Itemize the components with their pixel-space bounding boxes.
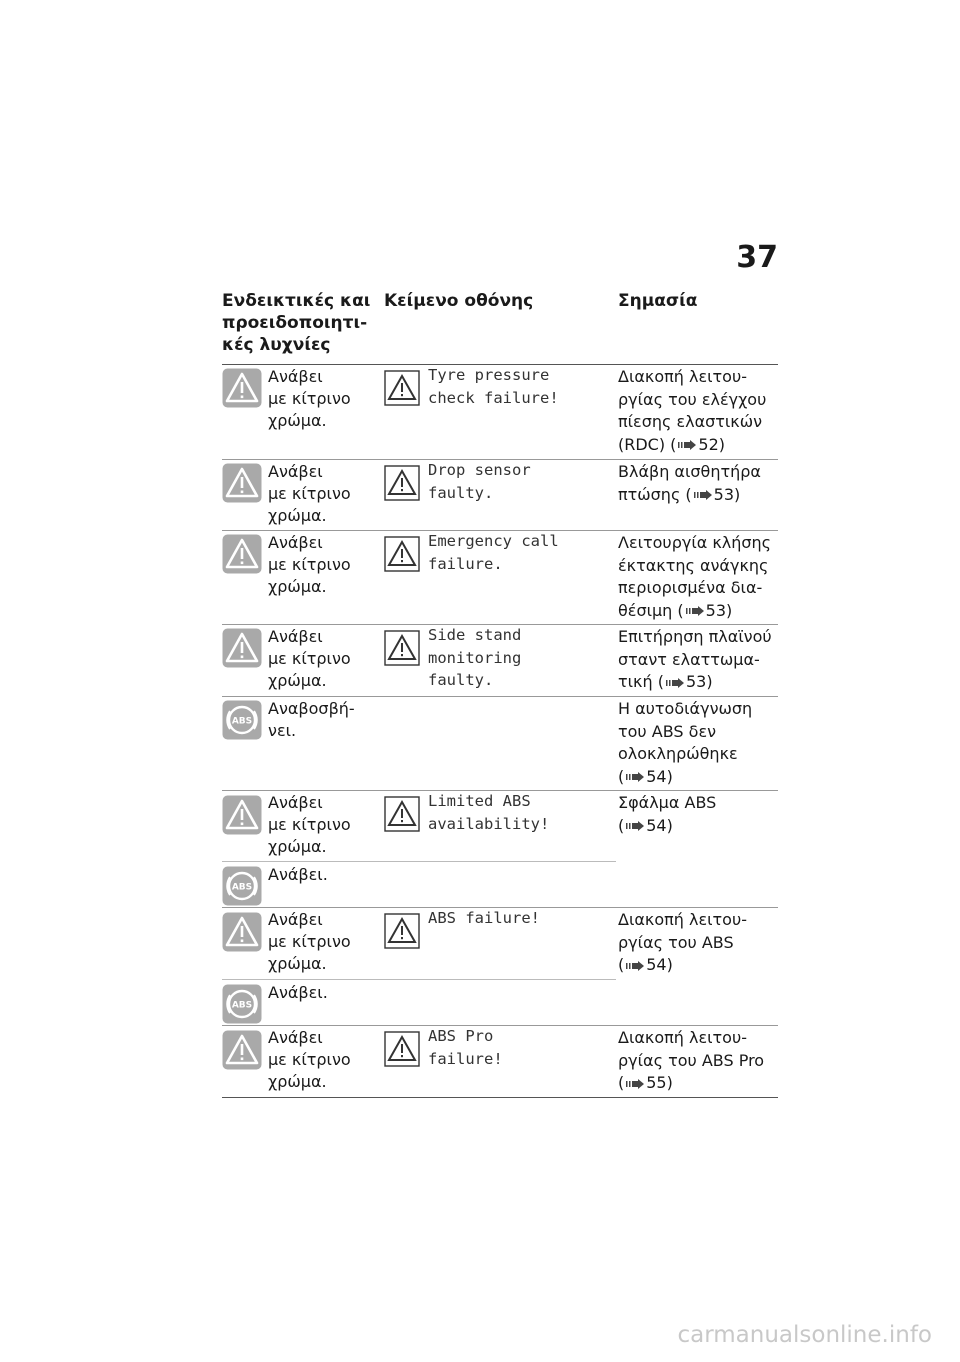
watermark: carmanualsonline.info bbox=[677, 1322, 932, 1348]
meaning-line: Η αυτοδιάγνωση bbox=[618, 699, 753, 718]
ref-page: 54) bbox=[646, 766, 673, 786]
meaning-text bbox=[618, 698, 788, 788]
page-ref-arrow-icon bbox=[678, 440, 696, 450]
page-reference bbox=[618, 600, 788, 623]
display-text: Drop sensor faulty. bbox=[428, 461, 531, 502]
meaning-text bbox=[618, 626, 788, 694]
page-reference bbox=[618, 671, 788, 694]
meaning-line: του ABS δεν bbox=[618, 721, 717, 741]
row-divider bbox=[222, 696, 778, 697]
warning-triangle-icon bbox=[222, 912, 262, 952]
page-number: 37 bbox=[736, 240, 778, 275]
lamp-description: Ανάβει με κίτρινο χρώμα. bbox=[268, 367, 351, 430]
ref-prefix: θέσιμη ( bbox=[618, 600, 684, 620]
ref-page: 53) bbox=[705, 600, 733, 620]
lamp-description: Ανάβει με κίτρινο χρώμα. bbox=[268, 910, 351, 973]
meaning-text bbox=[618, 792, 788, 837]
ref-page: 55) bbox=[646, 1073, 673, 1092]
meaning-text bbox=[618, 1027, 788, 1095]
ref-page: 54) bbox=[646, 955, 673, 974]
meaning-line: Λειτουργία κλήσης bbox=[618, 533, 772, 552]
page-ref-arrow-icon bbox=[626, 821, 644, 831]
warning-triangle-icon bbox=[222, 795, 262, 835]
warning-triangle-icon bbox=[384, 1031, 420, 1067]
meaning-line: Σφάλμα ABS bbox=[618, 793, 717, 812]
warning-triangle-icon bbox=[384, 536, 420, 572]
abs-icon bbox=[222, 866, 262, 906]
ref-page: 52) bbox=[698, 434, 726, 454]
display-text: Emergency call failure. bbox=[428, 532, 559, 573]
meaning-line: ργίας του ABS Pro bbox=[618, 1050, 765, 1070]
lamp-description: Ανάβει με κίτρινο χρώμα. bbox=[268, 793, 351, 856]
lamp-description: Ανάβει. bbox=[268, 983, 328, 1002]
header-meaning: Σημασία bbox=[618, 291, 698, 311]
lamp-description: Ανάβει με κίτρινο χρώμα. bbox=[268, 533, 351, 596]
lamp-description: Ανάβει. bbox=[268, 865, 328, 884]
table-bottom-rule bbox=[222, 1097, 778, 1098]
sub-row-divider bbox=[222, 979, 616, 980]
header-display-text: Κείμενο οθόνης bbox=[384, 291, 534, 311]
header-indicator-lamps: Ενδεικτικές και προειδοποιητι- κές λυχνίες bbox=[222, 291, 371, 355]
meaning-line: ργίας του ABS bbox=[618, 932, 734, 952]
page-reference bbox=[618, 815, 788, 838]
meaning-line: Βλάβη αισθητήρα bbox=[618, 462, 761, 481]
display-text: Side stand monitoring faulty. bbox=[428, 626, 522, 689]
warning-triangle-icon bbox=[222, 463, 262, 503]
lamp-description: Αναβοσβή- νει. bbox=[268, 699, 355, 740]
meaning-line: Διακοπή λειτου- bbox=[618, 1028, 747, 1047]
page-reference bbox=[618, 484, 788, 507]
lamp-description: Ανάβει με κίτρινο χρώμα. bbox=[268, 627, 351, 690]
warning-triangle-icon bbox=[384, 913, 420, 949]
ref-prefix: (RDC) ( bbox=[618, 434, 677, 454]
warning-triangle-icon bbox=[384, 796, 420, 832]
meaning-line: έκτακτης ανάγκης bbox=[618, 555, 769, 575]
page-ref-arrow-icon bbox=[694, 490, 712, 500]
ref-prefix: πτώσης ( bbox=[618, 484, 692, 504]
ref-page: 53) bbox=[685, 672, 713, 691]
meaning-line: περιορισμένα δια- bbox=[618, 578, 763, 597]
display-text: Limited ABS availability! bbox=[428, 792, 550, 833]
display-text: ABS Pro failure! bbox=[428, 1027, 503, 1068]
page-ref-arrow-icon bbox=[626, 772, 644, 782]
page-ref-arrow-icon bbox=[666, 678, 684, 688]
meaning-line: πίεσης ελαστικών bbox=[618, 412, 763, 431]
meaning-line: Επιτήρηση πλαϊνού bbox=[618, 627, 772, 646]
ref-prefix: ( bbox=[618, 955, 625, 974]
ref-prefix: ( bbox=[618, 1073, 625, 1092]
warning-triangle-icon bbox=[222, 368, 262, 408]
page-ref-arrow-icon bbox=[626, 1079, 644, 1089]
meaning-line: σταντ ελαττωμα- bbox=[618, 649, 760, 669]
display-text: ABS failure! bbox=[428, 909, 540, 927]
meaning-line: ργίας του ελέγχου bbox=[618, 389, 767, 409]
ref-page: 54) bbox=[646, 815, 673, 835]
abs-icon bbox=[222, 984, 262, 1024]
ref-prefix: ( bbox=[618, 766, 625, 786]
ref-prefix: τική ( bbox=[618, 672, 664, 691]
meaning-line: ολοκληρώθηκε bbox=[618, 744, 738, 763]
meaning-line: Διακοπή λειτου- bbox=[618, 367, 747, 386]
display-text: Tyre pressure check failure! bbox=[428, 366, 559, 407]
page-reference bbox=[618, 1072, 788, 1095]
abs-icon bbox=[222, 700, 262, 740]
page-reference bbox=[618, 434, 788, 457]
meaning-line: Διακοπή λειτου- bbox=[618, 910, 747, 929]
warning-triangle-icon bbox=[384, 630, 420, 666]
meaning-text bbox=[618, 366, 788, 456]
page-reference bbox=[618, 766, 788, 789]
page-ref-arrow-icon bbox=[626, 961, 644, 971]
warning-triangle-icon bbox=[384, 370, 420, 406]
warning-triangle-icon bbox=[384, 465, 420, 501]
page-ref-arrow-icon bbox=[686, 606, 704, 616]
meaning-text bbox=[618, 461, 788, 506]
sub-row-divider bbox=[222, 861, 616, 862]
table-header bbox=[222, 290, 778, 362]
lamp-description: Ανάβει με κίτρινο χρώμα. bbox=[268, 462, 351, 525]
page-reference bbox=[618, 954, 788, 977]
meaning-text bbox=[618, 909, 788, 977]
warning-triangle-icon bbox=[222, 1030, 262, 1070]
warning-triangle-icon bbox=[222, 628, 262, 668]
meaning-text bbox=[618, 532, 788, 622]
ref-prefix: ( bbox=[618, 815, 625, 835]
lamp-description: Ανάβει με κίτρινο χρώμα. bbox=[268, 1028, 351, 1091]
ref-page: 53) bbox=[713, 484, 741, 504]
warning-triangle-icon bbox=[222, 534, 262, 574]
